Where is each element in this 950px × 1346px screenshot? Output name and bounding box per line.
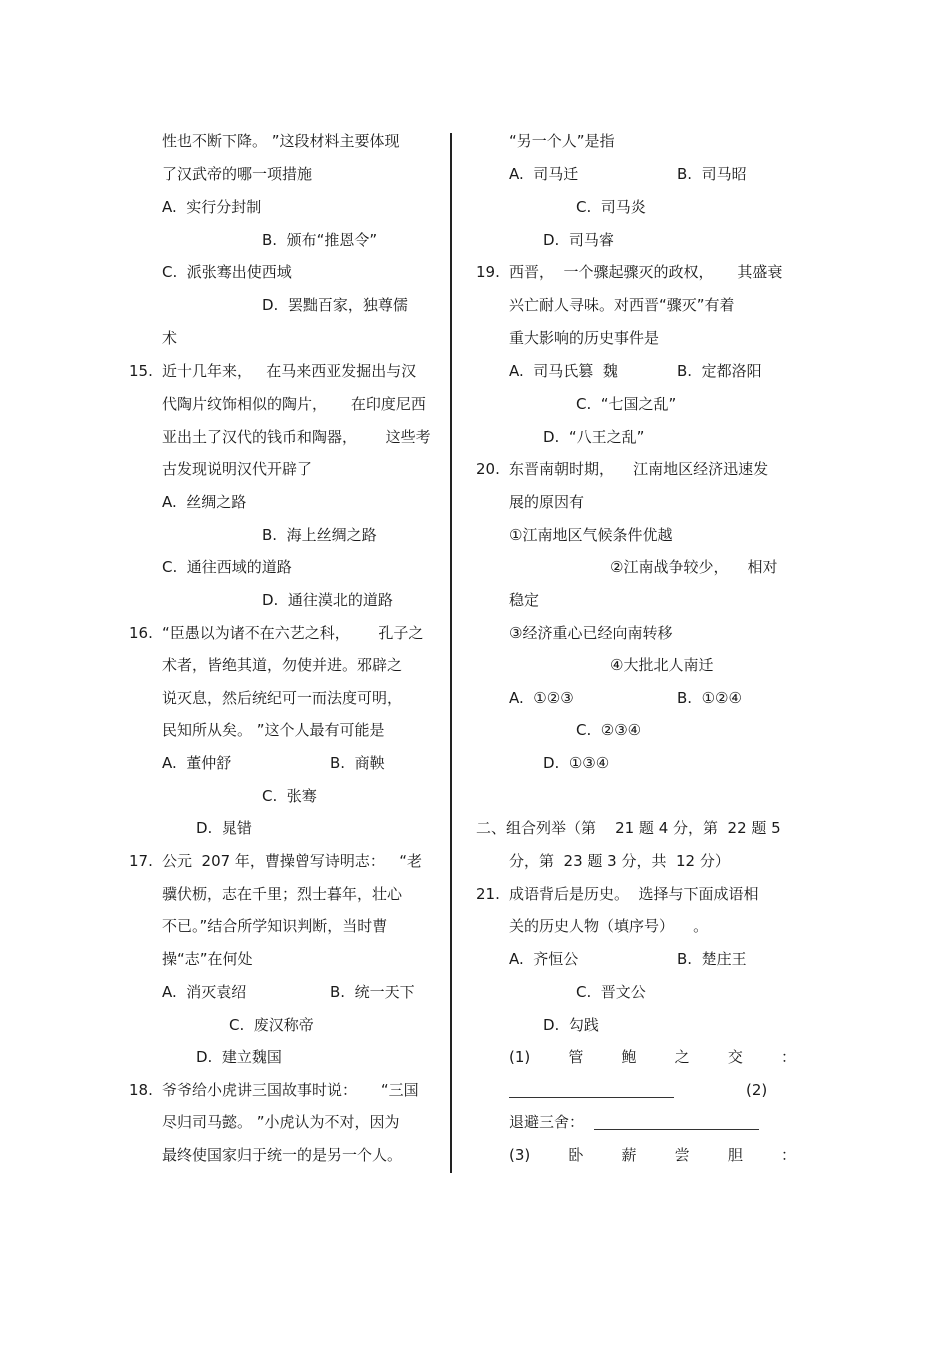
q19-stem-line: 兴亡耐人寻味。对西晋“骤灭”有着 — [509, 296, 735, 314]
q21-item-2-number: (2) — [746, 1081, 768, 1099]
q15-stem-line: 近十几年来， 在马来西亚发掘出与汉 — [162, 362, 417, 380]
q21-answer-blank-2[interactable] — [594, 1129, 759, 1130]
q20-item-1: ①江南地区气候条件优越 — [509, 526, 673, 544]
q15-option-b: B. 海上丝绸之路 — [262, 526, 377, 544]
q21-option-d: D. 勾践 — [543, 1016, 599, 1034]
q20-stem-line: 东晋南朝时期， 江南地区经济迅速发 — [509, 460, 769, 478]
q20-option-b: B. ①②④ — [677, 689, 742, 707]
q15-number: 15. — [129, 362, 153, 380]
q17-number: 17. — [129, 852, 153, 870]
q21-option-b: B. 楚庄王 — [677, 950, 747, 968]
q21-item-1-label: (1) 管 鲍 之 交 ： — [509, 1048, 796, 1066]
q19-option-c: C. “七国之乱” — [576, 395, 677, 413]
q19-stem-line: 重大影响的历史事件是 — [509, 329, 660, 347]
q14-stem-line: 性也不断下降。 ”这段材料主要体现 — [162, 132, 400, 150]
q21-answer-blank-1[interactable] — [509, 1097, 674, 1098]
q19-option-b: B. 定都洛阳 — [677, 362, 762, 380]
q18-number: 18. — [129, 1081, 153, 1099]
q16-option-d: D. 晁错 — [196, 819, 252, 837]
q16-option-b: B. 商鞅 — [330, 754, 385, 772]
q21-item-3-label: (3) 卧 薪 尝 胆 ： — [509, 1146, 796, 1164]
q15-option-d: D. 通往漠北的道路 — [262, 591, 393, 609]
section-2-heading: 二、组合列举（第 21 题 4 分，第 22 题 5 — [476, 819, 781, 837]
q18-option-d: D. 司马睿 — [543, 231, 614, 249]
q16-stem-line: “臣愚以为诸不在六艺之科， 孔子之 — [162, 624, 424, 642]
q17-stem-line: 不已。”结合所学知识判断，当时曹 — [162, 917, 388, 935]
q16-option-c: C. 张骞 — [262, 787, 317, 805]
q14-option-c: C. 派张骞出使西域 — [162, 263, 292, 281]
q20-item-2: ②江南战争较少， 相对 — [610, 558, 778, 576]
q20-option-a: A. ①②③ — [509, 689, 574, 707]
q19-option-d: D. “八王之乱” — [543, 428, 645, 446]
q17-stem-line: 骥伏枥，志在千里；烈士暮年，壮心 — [162, 885, 403, 903]
q14-option-b: B. 颁布“推恩令” — [262, 231, 378, 249]
q16-stem-line: 术者，皆绝其道，勿使并进。邪辟之 — [162, 656, 403, 674]
q15-stem-line: 亚出土了汉代的钱币和陶器， 这些考 — [162, 428, 431, 446]
q18-stem-line: 最终使国家归于统一的是另一个人。 — [162, 1146, 403, 1164]
section-2-heading-cont: 分，第 23 题 3 分，共 12 分） — [509, 852, 730, 870]
q21-number: 21. — [476, 885, 500, 903]
q16-stem-line: 说灭息，然后统纪可一而法度可明， — [162, 689, 403, 707]
q14-option-a: A. 实行分封制 — [162, 198, 262, 216]
q20-item-3: ③经济重心已经向南转移 — [509, 624, 673, 642]
q20-item-2-cont: 稳定 — [509, 591, 540, 609]
q14-option-d: D. 罢黜百家，独尊儒 — [262, 296, 408, 314]
q17-option-d: D. 建立魏国 — [196, 1048, 282, 1066]
q15-option-c: C. 通往西域的道路 — [162, 558, 292, 576]
q19-stem-line: 西晋， 一个骤起骤灭的政权， 其盛衰 — [509, 263, 783, 281]
q21-option-a: A. 齐恒公 — [509, 950, 579, 968]
q17-stem-line: 操“志”在何处 — [162, 950, 253, 968]
q18-stem-line: 尽归司马懿。 ”小虎认为不对，因为 — [162, 1113, 400, 1131]
q20-option-d: D. ①③④ — [543, 754, 610, 772]
q20-stem-line: 展的原因有 — [509, 493, 585, 511]
q15-stem-line: 代陶片纹饰相似的陶片， 在印度尼西 — [162, 395, 426, 413]
q15-option-a: A. 丝绸之路 — [162, 493, 247, 511]
q20-item-4: ④大批北人南迁 — [610, 656, 714, 674]
q18-stem-line: 爷爷给小虎讲三国故事时说： “三国 — [162, 1081, 419, 1099]
q19-option-a: A. 司马氏篡 魏 — [509, 362, 618, 380]
q18-option-c: C. 司马炎 — [576, 198, 646, 216]
q21-stem-line: 成语背后是历史。 选择与下面成语相 — [509, 885, 759, 903]
q19-number: 19. — [476, 263, 500, 281]
q16-number: 16. — [129, 624, 153, 642]
q20-option-c: C. ②③④ — [576, 721, 642, 739]
q18-stem-cont: “另一个人”是指 — [509, 132, 615, 150]
q20-number: 20. — [476, 460, 500, 478]
q14-option-d-cont: 术 — [162, 329, 178, 347]
q21-stem-line: 关的历史人物（填序号） 。 — [509, 917, 709, 935]
column-divider — [450, 133, 452, 1173]
q18-option-a: A. 司马迁 — [509, 165, 579, 183]
q16-stem-line: 民知所从矣。 ”这个人最有可能是 — [162, 721, 385, 739]
q14-stem-line: 了汉武帝的哪一项措施 — [162, 165, 313, 183]
q21-option-c: C. 晋文公 — [576, 983, 646, 1001]
q16-option-a: A. 董仲舒 — [162, 754, 232, 772]
q17-stem-line: 公元 207 年，曹操曾写诗明志： “老 — [162, 852, 423, 870]
q21-item-2-label: 退避三舍： — [509, 1113, 585, 1131]
q17-option-b: B. 统一天下 — [330, 983, 415, 1001]
q17-option-a: A. 消灭袁绍 — [162, 983, 247, 1001]
q17-option-c: C. 废汉称帝 — [229, 1016, 314, 1034]
q18-option-b: B. 司马昭 — [677, 165, 747, 183]
q15-stem-line: 古发现说明汉代开辟了 — [162, 460, 313, 478]
